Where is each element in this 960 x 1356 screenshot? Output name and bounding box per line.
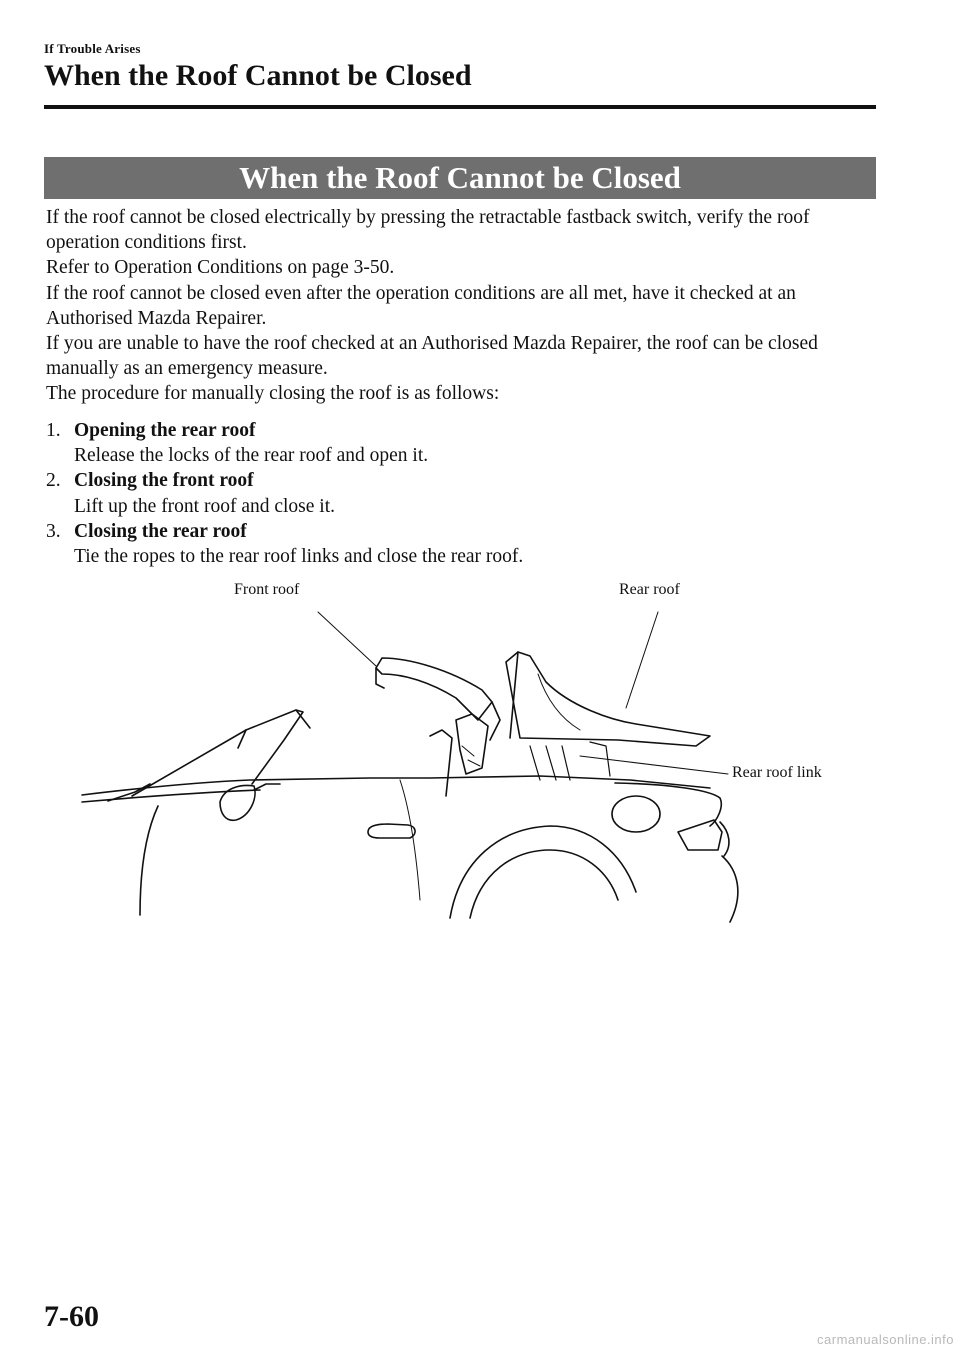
section-tag: If Trouble Arises (44, 41, 141, 56)
step-item (46, 468, 876, 518)
paragraph: If the roof cannot be closed even after the operation conditions are all met, have it checked at an Authorised Mazda Repairer. (46, 282, 796, 329)
rear-roof-leader (626, 612, 658, 708)
step-text: Tie the ropes to the rear roof links and close the rear roof. (74, 546, 524, 568)
rear-tire (470, 850, 618, 918)
step-number: 1. (46, 420, 61, 441)
step-title: Closing the front roof (74, 470, 254, 492)
step-item (46, 519, 876, 569)
rear-roof-link-label: Rear roof link (732, 764, 822, 781)
front-roof-leader (318, 612, 376, 666)
header-rule (44, 105, 876, 109)
tail-light (678, 820, 722, 850)
paragraph: Refer to Operation Conditions on page 3-50. (46, 257, 395, 279)
front-roof-label: Front roof (234, 581, 300, 598)
section-banner: When the Roof Cannot be Closed (44, 157, 876, 199)
rear-roof-label: Rear roof (619, 581, 680, 598)
car-drawing (70, 570, 860, 925)
step-title: Closing the rear roof (74, 520, 247, 542)
step-text: Lift up the front roof and close it. (74, 495, 336, 517)
door-handle (368, 824, 415, 838)
fuel-door (612, 796, 660, 832)
watermark: carmanualsonline.info (817, 1332, 954, 1347)
step-number: 3. (46, 520, 61, 542)
step-item (46, 418, 876, 468)
front-roof-panel (376, 658, 492, 720)
paragraph: If you are unable to have the roof checked at an Authorised Mazda Repairer, the roof can be closed manually as an emergency measure. (46, 333, 818, 380)
page-number: 7-60 (44, 1300, 99, 1333)
rear-roof-link-leader (580, 756, 728, 774)
roof-illustration (70, 570, 860, 925)
paragraph: The procedure for manually closing the roof is as follows: (46, 383, 500, 405)
intro-text (46, 205, 876, 407)
step-title: Opening the rear roof (74, 420, 256, 441)
step-number: 2. (46, 470, 61, 492)
rear-roof-links (530, 746, 570, 780)
seat-back (430, 730, 452, 796)
page-title: When the Roof Cannot be Closed (44, 59, 472, 92)
procedure-steps (46, 418, 876, 569)
belt-line (82, 776, 710, 795)
paragraph: If the roof cannot be closed electrically by pressing the retractable fastback switch, verify the roof operation conditions first. (46, 207, 810, 254)
rear-wheel-arch (450, 826, 636, 918)
rear-roof-panel (506, 652, 710, 746)
windshield-frame (132, 710, 303, 796)
fender-edge (140, 806, 158, 915)
step-text: Release the locks of the rear roof and open it. (74, 445, 429, 467)
